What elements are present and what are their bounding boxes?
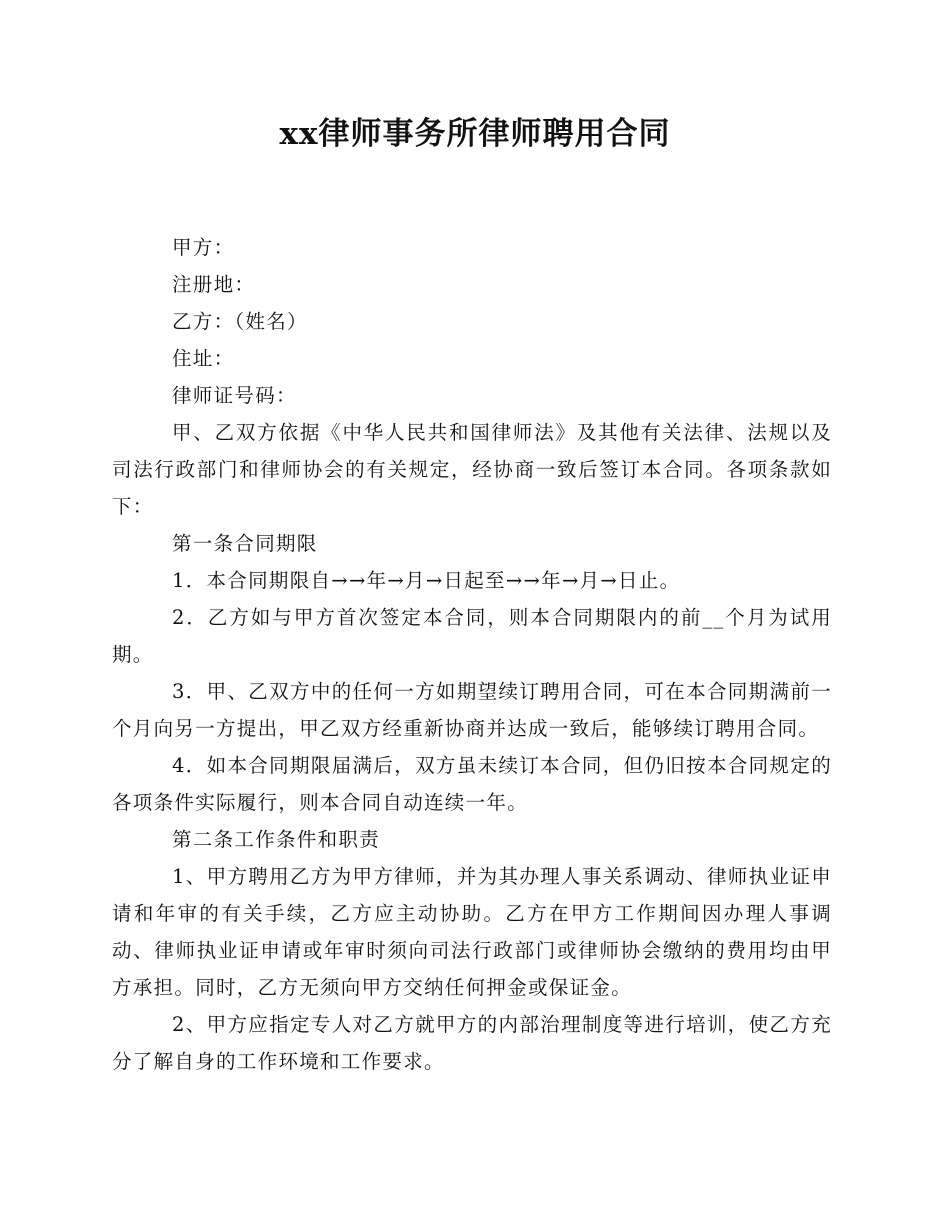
article2-item-1: 1、甲方聘用乙方为甲方律师，并为其办理人事关系调动、律师执业证申请和年审的有关手续，乙方应主动协助。乙方在甲方工作期间因办理人事调动、律师执业证申请或年审时须向司法行政部门或律师协会缴纳的费用均由甲方承担。同时，乙方无须向甲方交纳任何押金或保证金。 xyxy=(112,865,832,999)
document-body xyxy=(112,229,832,1080)
article1-item-1: 1．本合同期限自→→年→月→日起至→→年→月→日止。 xyxy=(172,569,681,592)
article2-heading: 第二条工作条件和职责 xyxy=(172,828,381,851)
field-registered-address: 注册地： xyxy=(172,273,256,296)
intro-paragraph: 甲、乙双方依据《中华人民共和国律师法》及其他有关法律、法规以及司法行政部门和律师协会的有关规定，经协商一致后签订本合同。各项条款如下： xyxy=(112,421,832,518)
article1-item-3: 3．甲、乙双方中的任何一方如期望续订聘用合同，可在本合同期满前一个月向另一方提出，甲乙双方经重新协商并达成一致后，能够续订聘用合同。 xyxy=(112,680,832,740)
field-party-b: 乙方：（姓名） xyxy=(172,310,308,333)
article2-item-2: 2、甲方应指定专人对乙方就甲方的内部治理制度等进行培训，使乙方充分了解自身的工作环境和工作要求。 xyxy=(112,1013,832,1073)
document-title: xx律师事务所律师聘用合同 xyxy=(279,116,671,152)
field-residence: 住址： xyxy=(172,347,235,370)
field-party-a: 甲方： xyxy=(172,236,235,259)
article1-item-2: 2．乙方如与甲方首次签定本合同，则本合同期限内的前__个月为试用期。 xyxy=(112,606,832,666)
article1-item-4: 4．如本合同期限届满后，双方虽未续订本合同，但仍旧按本合同规定的各项条件实际履行，则本合同自动连续一年。 xyxy=(112,754,832,814)
article1-heading: 第一条合同期限 xyxy=(172,532,318,555)
field-lawyer-license-number: 律师证号码： xyxy=(172,384,297,407)
